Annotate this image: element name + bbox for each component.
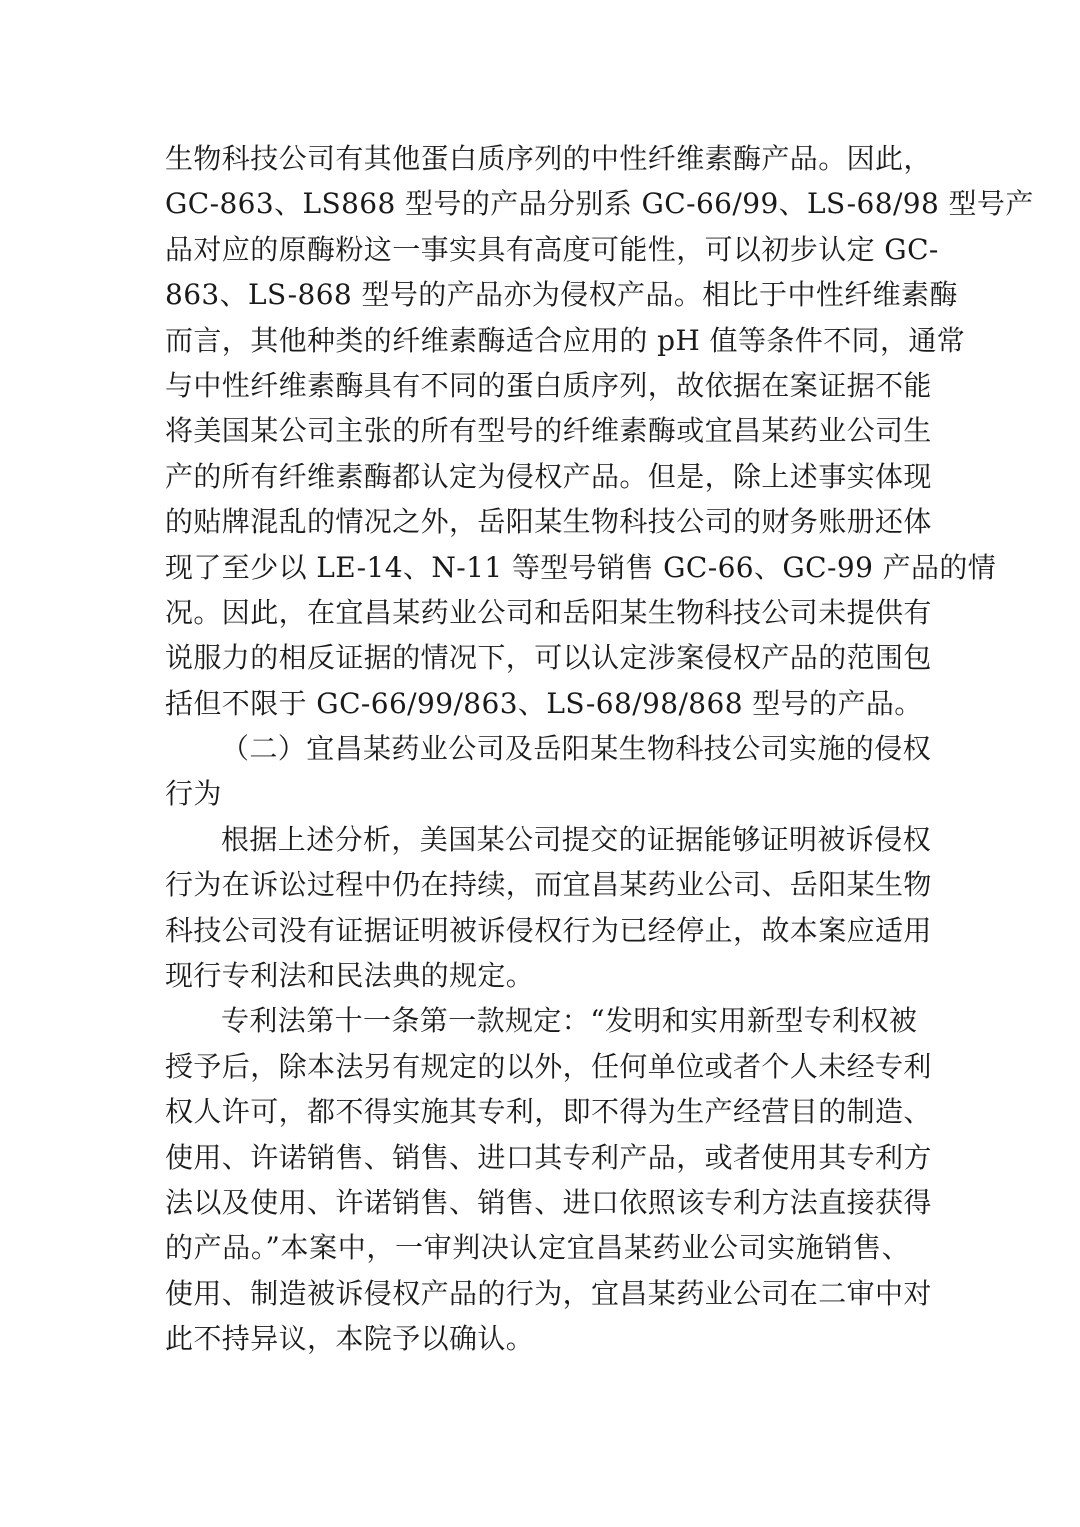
- text-line: 与中性纤维素酶具有不同的蛋白质序列，故依据在案证据不能: [165, 368, 932, 402]
- heading-line: 行为: [165, 777, 222, 811]
- text-line: 生物科技公司有其他蛋白质序列的中性纤维素酶产品。因此，: [165, 142, 932, 175]
- text-line: 权人许可，都不得实施其专利，即不得为生产经营目的制造、: [165, 1095, 932, 1129]
- text-line: 863、LS-868 型号的产品亦为侵权产品。相比于中性纤维素酶: [165, 278, 958, 312]
- text-line: 行为在诉讼过程中仍在持续，而宜昌某药业公司、岳阳某生物: [165, 868, 932, 902]
- paragraph-infringing-product-scope: [165, 136, 1034, 726]
- text-line: 产的所有纤维素酶都认定为侵权产品。但是，除上述事实体现: [165, 459, 932, 493]
- document-body: [165, 136, 1034, 1362]
- text-line: 此不持异议，本院予以确认。: [165, 1322, 535, 1356]
- paragraph-patent-law-article-11: [165, 998, 932, 1361]
- text-line: GC-863、LS868 型号的产品分别系 GC-66/99、LS-68/98 型号产: [165, 187, 1034, 221]
- text-line: 现行专利法和民法典的规定。: [165, 959, 535, 993]
- text-line: 说服力的相反证据的情况下，可以认定涉案侵权产品的范围包: [165, 641, 932, 675]
- text-line: 括但不限于 GC-66/99/863、LS-68/98/868 型号的产品。: [165, 686, 923, 720]
- text-line: 授予后，除本法另有规定的以外，任何单位或者个人未经专利: [165, 1049, 932, 1083]
- text-line: 法以及使用、许诺销售、销售、进口依照该专利方法直接获得: [165, 1185, 932, 1219]
- text-line: 将美国某公司主张的所有型号的纤维素酶或宜昌某药业公司生: [165, 414, 932, 448]
- text-line: 况。因此，在宜昌某药业公司和岳阳某生物科技公司未提供有: [165, 595, 932, 629]
- text-line: 使用、许诺销售、销售、进口其专利产品，或者使用其专利方: [165, 1140, 932, 1174]
- text-line: 现了至少以 LE-14、N-11 等型号销售 GC-66、GC-99 产品的情: [165, 550, 997, 584]
- text-line: 专利法第十一条第一款规定：“发明和实用新型专利权被: [221, 1004, 918, 1038]
- text-line: 而言，其他种类的纤维素酶适合应用的 pH 值等条件不同，通常: [165, 323, 966, 357]
- text-line: 根据上述分析，美国某公司提交的证据能够证明被诉侵权: [221, 822, 932, 856]
- text-line: 科技公司没有证据证明被诉侵权行为已经停止，故本案应适用: [165, 913, 932, 947]
- heading-line: （二）宜昌某药业公司及岳阳某生物科技公司实施的侵权: [221, 732, 932, 766]
- paragraph-applicable-law: [165, 817, 932, 999]
- text-line: 的产品。”本案中，一审判决认定宜昌某药业公司实施销售、: [165, 1231, 910, 1265]
- section-heading-infringing-acts: [165, 726, 932, 817]
- text-line: 的贴牌混乱的情况之外，岳阳某生物科技公司的财务账册还体: [165, 505, 932, 539]
- text-line: 使用、制造被诉侵权产品的行为，宜昌某药业公司在二审中对: [165, 1276, 932, 1310]
- text-line: 品对应的原酶粉这一事实具有高度可能性，可以初步认定 GC-: [165, 232, 939, 266]
